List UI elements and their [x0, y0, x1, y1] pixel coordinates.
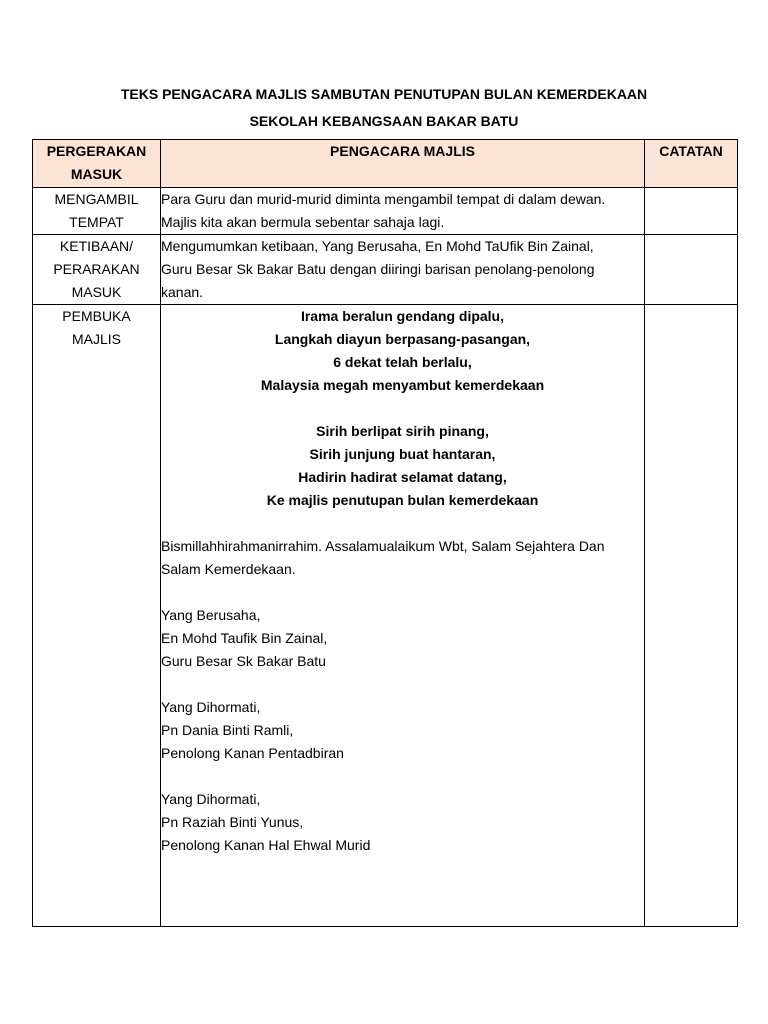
pantun-line: Langkah diayun berpasang-pasangan,: [274, 331, 531, 347]
header-emcee: PENGACARA MAJLIS: [161, 140, 645, 188]
header-movement-line1: PERGERAKAN: [46, 143, 147, 159]
notes-cell: [645, 305, 738, 927]
address-block-2: [161, 696, 644, 765]
address-line: Yang Berusaha,: [161, 607, 261, 623]
emcee-line: Guru Besar Sk Bakar Batu dengan diiringi barisan penolang-penolong: [161, 261, 595, 277]
movement-cell: [33, 305, 161, 927]
address-line: Guru Besar Sk Bakar Batu: [161, 653, 326, 669]
greeting-line: Salam Kemerdekaan.: [161, 561, 296, 577]
address-block-3: [161, 788, 644, 857]
pantun-line: Irama beralun gendang dipalu,: [300, 308, 505, 324]
table-row: [33, 188, 738, 235]
emcee-line: kanan.: [161, 284, 204, 300]
emcee-line: Para Guru dan murid-murid diminta mengambil tempat di dalam dewan.: [161, 191, 606, 207]
address-line: Yang Dihormati,: [161, 791, 261, 807]
movement-line: PERARAKAN: [53, 261, 140, 277]
table-row: [33, 305, 738, 927]
pantun-line: Sirih junjung buat hantaran,: [309, 446, 496, 462]
movement-line: PEMBUKA: [62, 308, 131, 324]
pantun-line: 6 dekat telah berlalu,: [333, 354, 472, 370]
movement-line: KETIBAAN/: [59, 238, 134, 254]
notes-cell: [645, 235, 738, 305]
pantun-line: Hadirin hadirat selamat datang,: [298, 469, 507, 485]
greeting-line: Bismillahhirahmanirrahim. Assalamualaikum Wbt, Salam Sejahtera Dan: [161, 538, 605, 554]
emcee-line: Majlis kita akan bermula sebentar sahaja lagi.: [161, 214, 445, 230]
address-line: Pn Dania Binti Ramli,: [161, 722, 294, 738]
address-line: Penolong Kanan Pentadbiran: [161, 745, 344, 761]
table-row: [33, 235, 738, 305]
address-line: Pn Raziah Binti Yunus,: [161, 814, 304, 830]
emcee-line: Mengumumkan ketibaan, Yang Berusaha, En Mohd TaUfik Bin Zainal,: [161, 238, 594, 254]
address-line: En Mohd Taufik Bin Zainal,: [161, 630, 328, 646]
movement-line: MENGAMBIL: [54, 191, 139, 207]
header-movement: [33, 140, 161, 188]
pantun-line: Sirih berlipat sirih pinang,: [316, 423, 489, 439]
address-line: Penolong Kanan Hal Ehwal Murid: [161, 837, 371, 853]
document-title: TEKS PENGACARA MAJLIS SAMBUTAN PENUTUPAN BULAN KEMERDEKAAN: [120, 86, 648, 102]
header-notes: CATATAN: [645, 140, 738, 188]
emcee-cell: [161, 235, 645, 305]
movement-cell: [33, 188, 161, 235]
movement-line: TEMPAT: [69, 214, 124, 230]
notes-cell: [645, 188, 738, 235]
pantun-stanza-2: [161, 420, 644, 512]
pantun-stanza-1: [161, 305, 644, 397]
address-line: Yang Dihormati,: [161, 699, 261, 715]
movement-line: MAJLIS: [71, 331, 121, 347]
address-block-1: [161, 604, 644, 673]
movement-cell: [33, 235, 161, 305]
document-subtitle: SEKOLAH KEBANGSAAN BAKAR BATU: [249, 113, 519, 129]
pantun-line: Malaysia megah menyambut kemerdekaan: [260, 377, 545, 393]
table-header-row: [33, 140, 738, 188]
emcee-cell: [161, 188, 645, 235]
pantun-line: Ke majlis penutupan bulan kemerdekaan: [266, 492, 539, 508]
greeting: [161, 535, 644, 581]
program-table: [32, 139, 738, 927]
header-movement-line2: MASUK: [70, 166, 123, 182]
movement-line: MASUK: [71, 284, 122, 300]
emcee-cell: [161, 305, 645, 927]
